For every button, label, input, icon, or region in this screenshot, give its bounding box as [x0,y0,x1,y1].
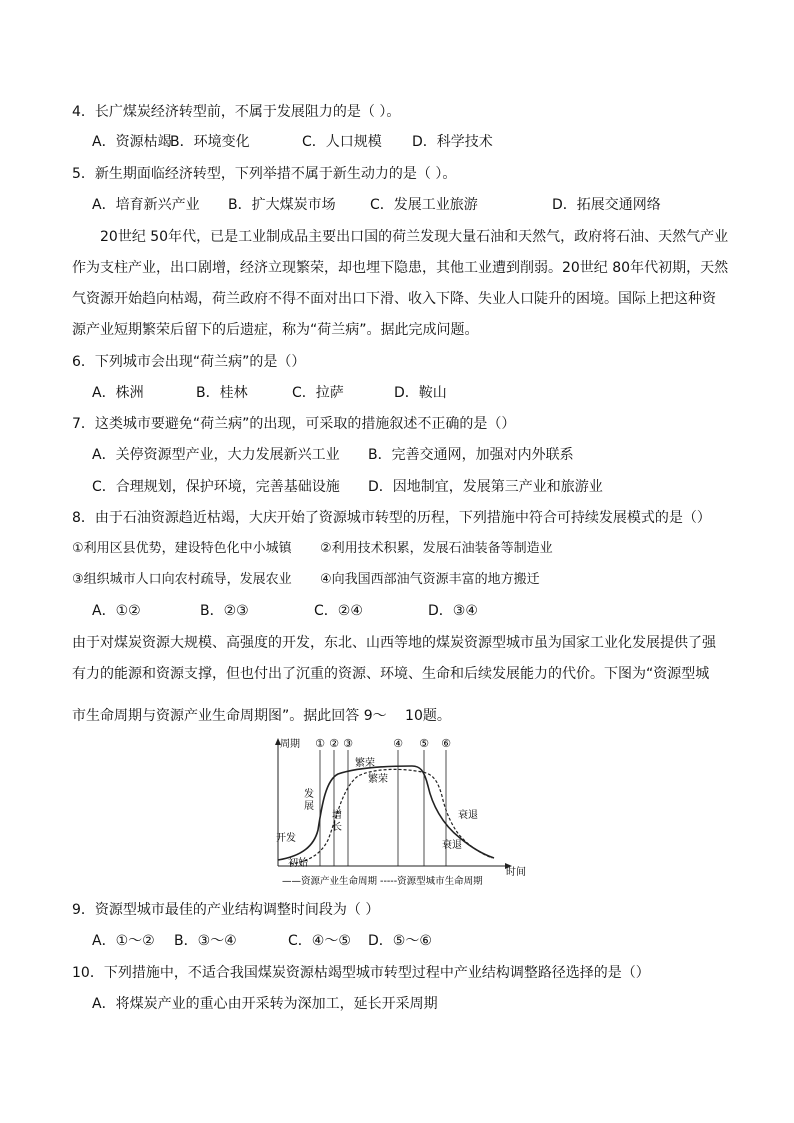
q10-option-a[interactable]: A．将煤炭产业的重心由开采转为深加工，延长开采周期 [92,996,438,1012]
q4-option-d[interactable]: D．科学技术 [412,134,493,150]
q6-stem: 6．下列城市会出现“荷兰病”的是（） [72,354,306,370]
q6-options [92,383,447,403]
q5-option-c[interactable]: C．发展工业旅游 [370,197,478,213]
stage-marker-3: ③ [343,737,353,750]
q5-option-b[interactable]: B．扩大煤炭市场 [228,197,336,213]
stage-label-fazhan-1: 发 [304,789,314,800]
passage1-line-4: 源产业短期繁荣后留下的后遗症，称为“荷兰病”。据此完成问题。 [72,322,479,338]
stage-label-fanrong-city: 繁荣 [368,774,388,785]
q6-option-d[interactable]: D．鞍山 [394,385,447,401]
q7-option-b[interactable]: B．完善交通网，加强对内外联系 [368,447,574,463]
y-axis-label: 周期 [280,739,300,750]
passage1-line-3: 气资源开始趋向枯竭，荷兰政府不得不面对出口下滑、收入下降、失业人口陡升的困境。国际上把这种资 [72,291,716,307]
stage-label-shuaitui-industry: 衰退 [458,810,478,821]
q8-item-3: ③组织城市人口向农村疏导，发展农业 [72,572,292,587]
q8-options [92,601,478,621]
q4-option-c[interactable]: C．人口规模 [302,134,382,150]
stage-label-chushi: 初始 [288,858,308,869]
q5-stem: 5．新生期面临经济转型，下列举措不属于新生动力的是（ ）。 [72,166,457,182]
q4-options [92,132,493,152]
q6-option-b[interactable]: B．桂林 [196,385,248,401]
q5-options [92,195,661,215]
stage-label-kaifa: 开发 [276,833,296,844]
q4-option-a[interactable]: A．资源枯竭 [92,134,172,150]
stage-marker-5: ⑤ [419,737,429,750]
q5-option-d[interactable]: D．拓展交通网络 [552,197,661,213]
life-cycle-chart [262,734,532,888]
q8-item-2: ②利用技术积累，发展石油装备等制造业 [320,541,553,556]
q6-option-c[interactable]: C．拉萨 [292,385,344,401]
stage-label-fanrong-industry: 繁荣 [355,758,375,769]
q10-stem: 10．下列措施中，不适合我国煤炭资源枯竭型城市转型过程中产业结构调整路径选择的是（） [72,965,650,981]
q8-option-d[interactable]: D．③④ [428,603,478,619]
passage2-line-1: 由于对煤炭资源大规模、高强度的开发，东北、山西等地的煤炭资源型城市虽为国家工业化发展提供了强 [72,635,716,651]
stage-label-zengzhang-1: 增 [332,810,342,821]
q7-option-a[interactable]: A．关停资源型产业，大力发展新兴工业 [92,447,340,463]
q7-options-row-2 [92,477,603,497]
q8-stem: 8．由于石油资源趋近枯竭，大庆开始了资源城市转型的历程，下列措施中符合可持续发展模式的是（） [72,510,711,526]
q9-options [92,931,432,951]
q8-items-row-2 [72,570,540,590]
q7-options-row-1 [92,445,574,465]
q7-stem: 7．这类城市要避免“荷兰病”的出现，可采取的措施叙述不正确的是（） [72,416,516,432]
q8-items-row-1 [72,539,553,559]
stage-label-shuaitui-city: 衰退 [442,840,462,851]
q5-option-a[interactable]: A．培育新兴产业 [92,197,200,213]
q9-option-d[interactable]: D．⑤～⑥ [368,933,432,949]
stage-label-zengzhang-2: 长 [332,822,342,833]
q7-option-c[interactable]: C．合理规划，保护环境，完善基础设施 [92,479,340,495]
q4-option-b[interactable]: B．环境变化 [170,134,250,150]
stage-marker-6: ⑥ [441,737,451,750]
q8-item-1: ①利用区县优势，建设特色化中小城镇 [72,541,292,556]
q8-option-a[interactable]: A．①② [92,603,141,619]
q9-option-c[interactable]: C．④～⑤ [288,933,351,949]
passage2-line-3: 市生命周期与资源产业生命周期图”。据此回答 9～ 10题。 [72,708,451,724]
chart-legend: ——资源产业生命周期 -----资源型城市生命周期 [282,876,483,887]
q9-option-b[interactable]: B．③～④ [174,933,237,949]
q4-stem: 4．长广煤炭经济转型前，不属于发展阻力的是（ ）。 [72,104,401,120]
q9-option-a[interactable]: A．①～② [92,933,155,949]
stage-marker-2: ② [329,737,339,750]
q8-option-b[interactable]: B．②③ [200,603,249,619]
q6-option-a[interactable]: A．株洲 [92,385,144,401]
q9-stem: 9．资源型城市最佳的产业结构调整时间段为（ ） [72,902,380,918]
stage-marker-1: ① [315,737,325,750]
q7-option-d[interactable]: D．因地制宜，发展第三产业和旅游业 [368,479,603,495]
q8-item-4: ④向我国西部油气资源丰富的地方搬迁 [320,572,540,587]
stage-markers [315,737,451,750]
passage1-line-1: 20世纪 50年代，已是工业制成品主要出口国的荷兰发现大量石油和天然气，政府将石油、天然气产业 [100,229,729,245]
passage1-line-2: 作为支柱产业，出口剧增，经济立现繁荣，却也埋下隐患，其他工业遭到削弱。20世纪 80年代初期，天然 [72,260,729,276]
stage-label-fazhan-2: 展 [304,801,314,812]
passage2-line-2: 有力的能源和资源支撑，但也付出了沉重的资源、环境、生命和后续发展能力的代价。下图为“资源型城 [72,666,710,682]
x-axis-label: 时间 [506,867,526,878]
stage-marker-4: ④ [393,737,403,750]
q8-option-c[interactable]: C．②④ [314,603,363,619]
